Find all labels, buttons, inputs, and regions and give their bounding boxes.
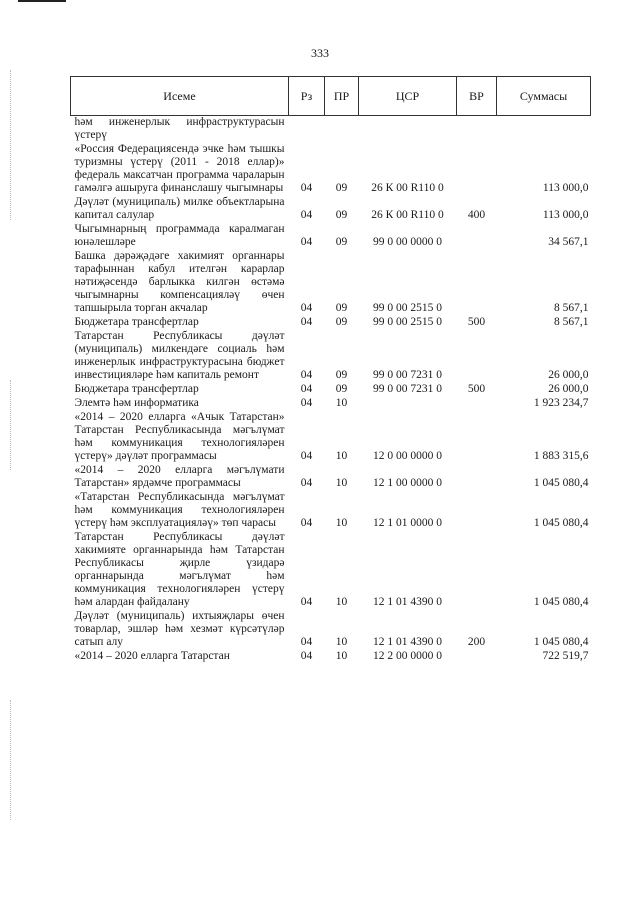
table-row (71, 491, 591, 531)
cell-vr: 500 (467, 316, 486, 328)
cell-name: Татарстан Республикасы дәүләт (муниципаль) милкендәге социаль һәм инженерлык инфраструктурасына бюджет инвестицияләре һәм капиталь ремонт (74, 330, 285, 381)
cell-pr: 09 (335, 182, 348, 194)
cell-pr (325, 116, 359, 144)
cell-rz: 04 (300, 517, 313, 529)
cell-rz: 04 (300, 236, 313, 248)
cell-csr: 99 0 00 0000 0 (373, 236, 442, 248)
cell-sum: 1 045 080,4 (533, 636, 589, 648)
cell-vr (457, 330, 497, 383)
table-row (71, 316, 591, 330)
cell-sum: 1 923 234,7 (533, 397, 589, 409)
table-row (71, 650, 591, 664)
cell-sum: 26 000,0 (548, 383, 589, 395)
cell-name: Бюджетара трансфертлар (74, 383, 199, 395)
cell-pr: 09 (335, 236, 348, 248)
cell-vr (457, 491, 497, 531)
cell-pr: 09 (335, 316, 348, 328)
table-row (71, 610, 591, 650)
cell-name: Татарстан Республикасы дәүләт хакимияте органнарында һәм Татарстан Республикасы җирле үзидарә органнарында мәгълүмат һәм коммуникация технологияләрен үстерү һәм алардан файдалану (74, 531, 285, 608)
cell-pr: 10 (335, 477, 348, 489)
table-row (71, 143, 591, 196)
cell-sum: 113 000,0 (542, 182, 589, 194)
cell-csr: 99 0 00 7231 0 (373, 383, 442, 395)
cell-csr: 12 2 00 0000 0 (373, 650, 442, 662)
cell-rz: 04 (300, 450, 313, 462)
scan-edge-dots (10, 70, 12, 220)
cell-csr: 99 0 00 2515 0 (373, 302, 442, 314)
cell-rz: 04 (300, 477, 313, 489)
header-pr: ПР (325, 77, 359, 116)
cell-vr (457, 250, 497, 316)
scan-edge-mark (18, 0, 66, 2)
cell-vr (457, 223, 497, 250)
cell-name: «Татарстан Республикасында мәгълүмат һәм коммуникация технологияләрен үстерү һәм эксплуатацияләү» төп чарасы (74, 491, 285, 529)
cell-pr: 09 (335, 302, 348, 314)
cell-sum: 1 883 315,6 (533, 450, 589, 462)
cell-vr (457, 650, 497, 664)
table-row (71, 250, 591, 316)
table-row (71, 196, 591, 223)
cell-csr (359, 116, 457, 144)
cell-name: Дәүләт (муниципаль) ихтыяҗлары өчен товарлар, эшләр һәм хезмәт күрсәтүләр сатып алу (74, 610, 285, 648)
cell-sum: 8 567,1 (554, 302, 589, 314)
cell-pr: 09 (335, 383, 348, 395)
cell-sum: 1 045 080,4 (533, 517, 589, 529)
cell-vr (457, 397, 497, 411)
header-rz: Рз (289, 77, 325, 116)
cell-pr: 10 (335, 636, 348, 648)
cell-name: Бюджетара трансфертлар (74, 316, 199, 328)
cell-pr: 10 (335, 397, 348, 409)
cell-rz: 04 (300, 369, 313, 381)
cell-name: һәм инженерлык инфраструктурасын үстерү (74, 116, 285, 141)
cell-sum: 8 567,1 (554, 316, 589, 328)
table-row (71, 464, 591, 491)
table-row (71, 116, 591, 144)
cell-name: «Россия Федерациясендә эчке һәм тышкы туризмны үстерү (2011 - 2018 еллар)» федераль максатчан программа чараларын гамәлгә ашыруга финанслашу чыгымнары (74, 143, 285, 194)
cell-sum: 1 045 080,4 (533, 596, 589, 608)
table-row (71, 411, 591, 464)
cell-sum (497, 116, 591, 144)
cell-vr (457, 116, 497, 144)
cell-csr: 26 К 00 R110 0 (371, 182, 444, 194)
cell-csr: 12 1 00 0000 0 (373, 477, 442, 489)
scan-edge-dots (10, 700, 12, 820)
cell-sum: 34 567,1 (548, 236, 589, 248)
table-row (71, 330, 591, 383)
cell-csr: 12 0 00 0000 0 (373, 450, 442, 462)
cell-vr: 400 (467, 209, 486, 221)
cell-sum: 26 000,0 (548, 369, 589, 381)
cell-vr (457, 411, 497, 464)
cell-pr: 10 (335, 450, 348, 462)
cell-name: «2014 – 2020 елларга «Ачык Татарстан» Татарстан Республикасында мәгълүмат һәм коммуникация технологияләрен үстерү» дәүләт программасы (74, 411, 285, 462)
cell-rz: 04 (300, 302, 313, 314)
cell-csr: 12 1 01 0000 0 (373, 517, 442, 529)
cell-rz: 04 (300, 636, 313, 648)
cell-vr (457, 531, 497, 610)
cell-rz: 04 (300, 316, 313, 328)
cell-name: Башка дәрәҗәдәге хакимият органнары тарафыннан кабул ителгән карарлар нәтиҗәсендә барлыкка килгән өстәмә чыгымнарны компенсацияләү өчен тапшырыла торган акчалар (74, 250, 285, 314)
cell-sum: 722 519,7 (542, 650, 589, 662)
cell-rz: 04 (300, 596, 313, 608)
cell-csr: 26 К 00 R110 0 (371, 209, 444, 221)
cell-pr: 10 (335, 650, 348, 662)
cell-vr: 500 (467, 383, 486, 395)
budget-table (70, 76, 591, 664)
cell-pr: 09 (335, 369, 348, 381)
header-sum: Суммасы (497, 77, 591, 116)
table-row (71, 383, 591, 397)
cell-csr: 12 1 01 4390 0 (373, 636, 442, 648)
cell-rz: 04 (300, 397, 313, 409)
cell-csr: 12 1 01 4390 0 (373, 596, 442, 608)
table-header-row (71, 77, 591, 116)
table-row (71, 223, 591, 250)
cell-rz: 04 (300, 383, 313, 395)
cell-vr (457, 143, 497, 196)
cell-rz (289, 116, 325, 144)
cell-name: Элемтә һәм информатика (74, 397, 199, 409)
cell-name: Дәүләт (муниципаль) милке объектларына капитал салулар (74, 196, 285, 221)
cell-csr: 99 0 00 7231 0 (373, 369, 442, 381)
header-vr: ВР (457, 77, 497, 116)
header-name: Исеме (71, 77, 289, 116)
cell-sum: 1 045 080,4 (533, 477, 589, 489)
cell-name: «2014 – 2020 елларга мәгълүмати Татарстан» ярдәмче программасы (74, 464, 285, 489)
cell-csr (359, 397, 457, 411)
cell-rz: 04 (300, 209, 313, 221)
cell-sum: 113 000,0 (542, 209, 589, 221)
cell-pr: 10 (335, 517, 348, 529)
cell-rz: 04 (300, 650, 313, 662)
header-csr: ЦСР (359, 77, 457, 116)
page-number: 333 (311, 46, 329, 60)
cell-name: «2014 – 2020 елларга Татарстан (74, 650, 230, 662)
cell-rz: 04 (300, 182, 313, 194)
cell-name: Чыгымнарның программада каралмаган юнәлешләре (74, 223, 285, 248)
table-body (71, 116, 591, 665)
cell-vr: 200 (467, 636, 486, 648)
cell-pr: 09 (335, 209, 348, 221)
cell-pr: 10 (335, 596, 348, 608)
table-row (71, 397, 591, 411)
cell-vr (457, 464, 497, 491)
cell-csr: 99 0 00 2515 0 (373, 316, 442, 328)
table-row (71, 531, 591, 610)
scan-edge-dots (10, 380, 12, 470)
